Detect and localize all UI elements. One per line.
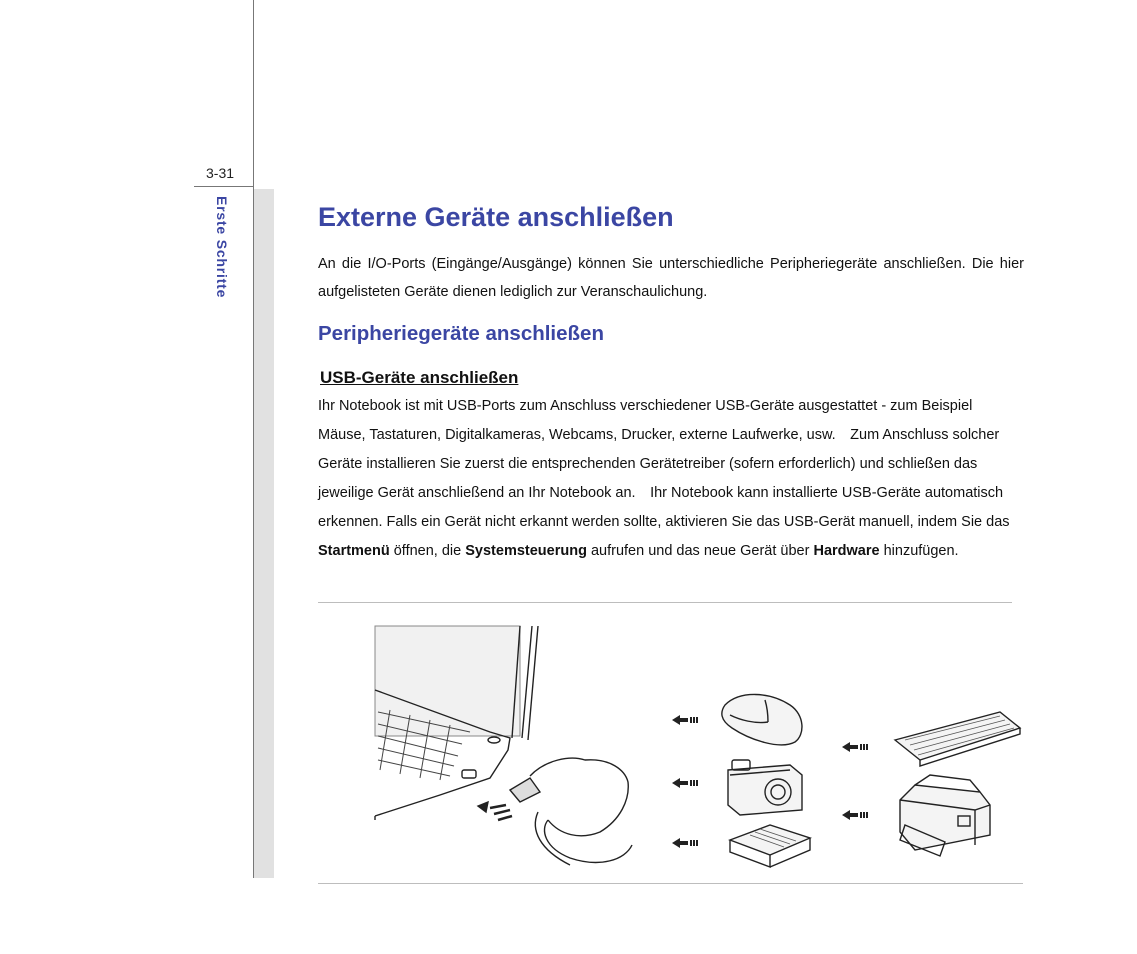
body-text-4: hinzufügen. (879, 543, 959, 559)
usb-plug-hand-icon (478, 758, 632, 865)
body-text-2: öffnen, die (389, 543, 466, 559)
page-number: 3-31 (206, 165, 235, 181)
intro-paragraph: An die I/O-Ports (Eingänge/Ausgänge) können Sie unterschiedliche Peripheriegeräte anschließen. Die hier aufgelisteten Geräte dienen lediglich zur Veranschaulichung. (318, 256, 1024, 300)
page-number-rule (194, 186, 254, 187)
body-text-1: Ihr Notebook ist mit USB-Ports zum Anschluss verschiedener USB-Geräte ausgestattet - zum Beispiel Mäuse, Tastaturen, Digitalkameras, Webcams, Drucker, externe Laufwerke, usw. Zum Anschluss solcher Geräte installieren Sie zuerst die entsprechenden Gerätetreiber (sofern erforderlich) und schließen das jeweilige Gerät anschließend an Ihr Notebook an. Ihr Notebook kann installierte USB-Geräte automatisch erkennen. Falls ein Gerät nicht erkannt werden sollte, aktivieren Sie das USB-Gerät manuell, indem Sie das (318, 398, 1010, 530)
subsection-title: USB-Geräte anschließen (320, 368, 519, 387)
mouse-icon (722, 694, 802, 744)
section-rule-bottom (318, 883, 1023, 884)
camera-icon (728, 760, 802, 815)
section-title: Peripheriegeräte anschließen (318, 322, 604, 345)
page-title: Externe Geräte anschließen (318, 202, 674, 232)
hardware-term: Hardware (813, 543, 880, 559)
start-menu-term: Startmenü (318, 543, 390, 559)
printer-icon (900, 775, 990, 856)
usb-devices-illustration (370, 620, 1030, 870)
arrow-drive-icon (672, 838, 698, 848)
external-drive-icon (730, 825, 810, 867)
control-panel-term: Systemsteuerung (465, 543, 587, 559)
keyboard-icon (895, 712, 1020, 766)
arrow-keyboard-icon (842, 742, 868, 752)
arrow-printer-icon (842, 810, 868, 820)
side-band (254, 189, 274, 878)
arrow-mouse-icon (672, 715, 698, 725)
section-rule-top (318, 602, 1012, 603)
arrow-camera-icon (672, 778, 698, 788)
body-paragraph (318, 392, 1018, 566)
side-chapter-label: Erste Schritte (214, 196, 230, 299)
body-text-3: aufrufen und das neue Gerät über (586, 543, 814, 559)
